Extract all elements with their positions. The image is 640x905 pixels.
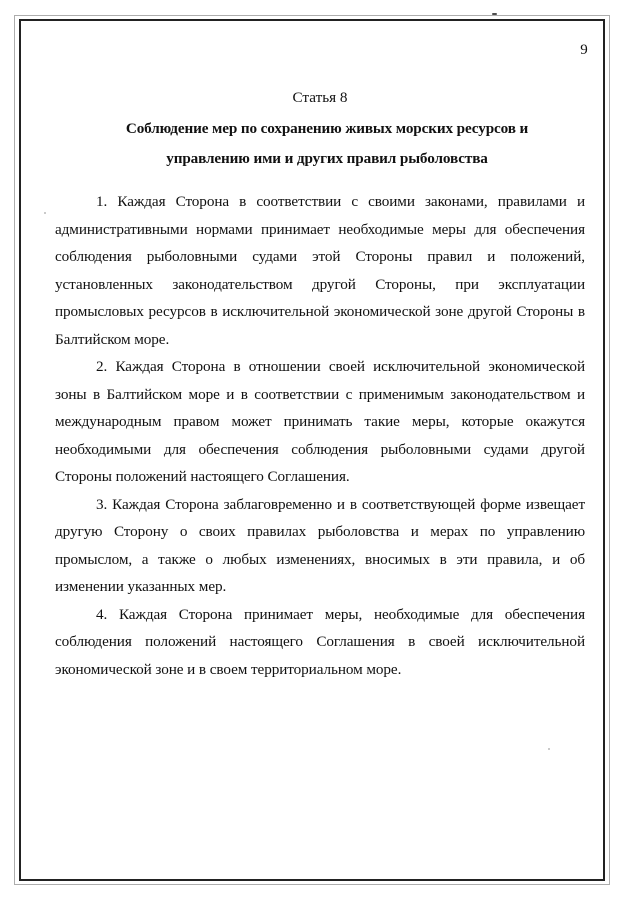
- paragraph-4: 4. Каждая Сторона принимает меры, необходимые для обеспечения соблюдения положений настоящего Соглашения в своей исключительной экономической зоне и в своем территориальном море.: [55, 605, 585, 678]
- article-body: [55, 188, 585, 683]
- paragraph-1: 1. Каждая Сторона в соответствии с своими законами, правилами и административными нормами принимает необходимые меры для обеспечения соблюдения рыболовными судами этой Стороны правил и положений, установленных законодательством другой Стороны, при эксплуатации промысловых ресурсов в исключительной экономической зоне другой Стороны в Балтийском море.: [55, 193, 585, 348]
- article-title: Статья 8: [292, 89, 348, 106]
- scan-speck: [548, 748, 550, 750]
- paragraph-2: 2. Каждая Сторона в отношении своей исключительной экономической зоны в Балтийском море и в соответствии с применимым законодательством и международным правом может принимать такие меры, которые окажутся необходимыми для обеспечения соблюдения рыболовными судами другой Стороны положений настоящего Соглашения.: [55, 358, 585, 485]
- article-subtitle: Соблюдение мер по сохранению живых морских ресурсов и управлению ими и других правил рыболовства: [125, 120, 529, 167]
- page-number: 9: [580, 42, 588, 58]
- scan-speck: [44, 212, 46, 214]
- scan-speck: [492, 13, 497, 15]
- paragraph-3: 3. Каждая Сторона заблаговременно и в соответствующей форме извещает другую Сторону о своих правилах рыболовства и мерах по управлению промыслом, а также о любых изменениях, вносимых в эти правила, и об изменении указанных мер.: [55, 495, 585, 595]
